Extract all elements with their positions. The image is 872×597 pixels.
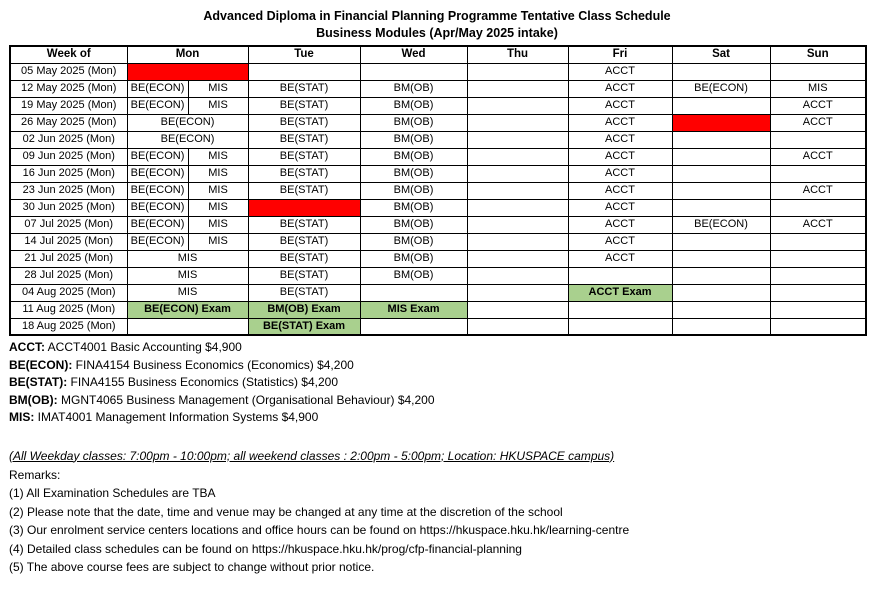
remark-item: (5) The above course fees are subject to change without prior notice. xyxy=(9,560,375,574)
schedule-cell xyxy=(467,114,568,131)
schedule-note: (All Weekday classes: 7:00pm - 10:00pm; all weekend classes : 2:00pm - 5:00pm; Location: HKUSPACE campus) xyxy=(9,448,615,463)
schedule-cell xyxy=(467,250,568,267)
course-legend xyxy=(9,339,865,427)
schedule-cell: BE(STAT) Exam xyxy=(248,318,360,335)
week-cell: 19 May 2025 (Mon) xyxy=(10,97,127,114)
week-cell: 30 Jun 2025 (Mon) xyxy=(10,199,127,216)
class-schedule-table xyxy=(9,45,867,336)
schedule-cell xyxy=(672,284,770,301)
schedule-cell: BE(STAT) xyxy=(248,131,360,148)
schedule-cell: BE(STAT) xyxy=(248,114,360,131)
schedule-cell xyxy=(568,301,672,318)
schedule-cell xyxy=(360,63,467,80)
schedule-cell: BE(ECON) xyxy=(127,97,188,114)
schedule-cell xyxy=(568,318,672,335)
schedule-cell: ACCT xyxy=(568,199,672,216)
table-row xyxy=(10,97,866,114)
schedule-cell xyxy=(770,63,866,80)
schedule-cell xyxy=(770,284,866,301)
table-row xyxy=(10,80,866,97)
schedule-cell xyxy=(127,318,248,335)
schedule-cell: ACCT xyxy=(568,148,672,165)
legend-item: MIS: IMAT4001 Management Information Systems $4,900 xyxy=(9,410,319,424)
schedule-cell xyxy=(672,267,770,284)
schedule-cell: BE(STAT) xyxy=(248,250,360,267)
schedule-cell xyxy=(770,250,866,267)
week-cell: 12 May 2025 (Mon) xyxy=(10,80,127,97)
schedule-cell: MIS xyxy=(127,267,248,284)
week-cell: 09 Jun 2025 (Mon) xyxy=(10,148,127,165)
schedule-cell: ACCT xyxy=(568,250,672,267)
schedule-cell: BE(ECON) xyxy=(672,80,770,97)
page-title xyxy=(9,8,865,42)
schedule-cell: BE(ECON) xyxy=(127,131,248,148)
table-row xyxy=(10,199,866,216)
column-header-wed: Wed xyxy=(360,46,467,63)
schedule-cell: BE(STAT) xyxy=(248,284,360,301)
schedule-cell xyxy=(127,63,248,80)
schedule-cell xyxy=(467,318,568,335)
week-cell: 07 Jul 2025 (Mon) xyxy=(10,216,127,233)
column-header-sat: Sat xyxy=(672,46,770,63)
week-cell: 02 Jun 2025 (Mon) xyxy=(10,131,127,148)
remark-item: (4) Detailed class schedules can be found on https://hkuspace.hku.hk/prog/cfp-financial-planning xyxy=(9,541,522,556)
table-row xyxy=(10,267,866,284)
schedule-cell xyxy=(467,63,568,80)
schedule-cell xyxy=(467,284,568,301)
remark-item: (2) Please note that the date, time and venue may be changed at any time at the discretion of the school xyxy=(9,504,563,519)
schedule-cell xyxy=(672,199,770,216)
schedule-cell xyxy=(770,301,866,318)
schedule-cell: ACCT Exam xyxy=(568,284,672,301)
schedule-header-row xyxy=(10,46,866,63)
schedule-cell: MIS xyxy=(188,233,248,250)
schedule-cell: BM(OB) xyxy=(360,165,467,182)
schedule-cell: ACCT xyxy=(568,97,672,114)
schedule-cell xyxy=(672,63,770,80)
week-cell: 05 May 2025 (Mon) xyxy=(10,63,127,80)
schedule-cell: BM(OB) xyxy=(360,216,467,233)
legend-code: BE(STAT): xyxy=(9,375,68,389)
remarks-list xyxy=(9,484,865,577)
schedule-cell: ACCT xyxy=(568,63,672,80)
table-row xyxy=(10,216,866,233)
schedule-cell xyxy=(770,267,866,284)
schedule-cell: ACCT xyxy=(568,131,672,148)
schedule-cell: BE(ECON) xyxy=(127,233,188,250)
schedule-cell: MIS xyxy=(188,216,248,233)
schedule-cell xyxy=(467,199,568,216)
schedule-cell xyxy=(770,165,866,182)
schedule-cell: BE(STAT) xyxy=(248,97,360,114)
schedule-cell: BE(ECON) xyxy=(127,114,248,131)
column-header-tue: Tue xyxy=(248,46,360,63)
schedule-cell: BE(STAT) xyxy=(248,216,360,233)
schedule-cell: ACCT xyxy=(568,233,672,250)
schedule-cell: MIS xyxy=(188,80,248,97)
schedule-cell xyxy=(672,318,770,335)
table-row xyxy=(10,318,866,335)
schedule-cell xyxy=(672,114,770,131)
schedule-cell xyxy=(672,301,770,318)
schedule-cell: MIS xyxy=(188,148,248,165)
schedule-cell xyxy=(672,165,770,182)
page-title-line2: Business Modules (Apr/May 2025 intake) xyxy=(316,26,558,40)
schedule-cell: BE(ECON) xyxy=(127,148,188,165)
schedule-cell: ACCT xyxy=(770,148,866,165)
schedule-cell: ACCT xyxy=(770,114,866,131)
schedule-cell: ACCT xyxy=(568,182,672,199)
schedule-cell xyxy=(568,267,672,284)
legend-code: BM(OB): xyxy=(9,392,58,407)
schedule-cell: MIS xyxy=(188,97,248,114)
schedule-cell: BE(STAT) xyxy=(248,267,360,284)
schedule-cell xyxy=(672,233,770,250)
schedule-cell xyxy=(672,182,770,199)
week-cell: 21 Jul 2025 (Mon) xyxy=(10,250,127,267)
schedule-cell: BE(STAT) xyxy=(248,148,360,165)
schedule-cell xyxy=(770,131,866,148)
schedule-cell: BM(OB) xyxy=(360,267,467,284)
schedule-cell xyxy=(248,199,360,216)
schedule-cell: ACCT xyxy=(568,80,672,97)
schedule-cell: BM(OB) xyxy=(360,131,467,148)
schedule-cell: BE(ECON) xyxy=(672,216,770,233)
schedule-cell xyxy=(672,250,770,267)
week-cell: 18 Aug 2025 (Mon) xyxy=(10,318,127,335)
schedule-cell: BM(OB) xyxy=(360,199,467,216)
page-title-line1: Advanced Diploma in Financial Planning Programme Tentative Class Schedule xyxy=(203,9,671,23)
schedule-cell: ACCT xyxy=(770,216,866,233)
table-row xyxy=(10,301,866,318)
schedule-cell: BE(STAT) xyxy=(248,182,360,199)
column-header-sun: Sun xyxy=(770,46,866,63)
table-row xyxy=(10,114,866,131)
schedule-cell xyxy=(672,148,770,165)
table-row xyxy=(10,233,866,250)
schedule-cell xyxy=(467,148,568,165)
schedule-cell: MIS xyxy=(770,80,866,97)
legend-item: BM(OB): MGNT4065 Business Management (Organisational Behaviour) $4,200 xyxy=(9,392,435,407)
table-row xyxy=(10,148,866,165)
schedule-cell: ACCT xyxy=(770,182,866,199)
schedule-cell: MIS xyxy=(188,165,248,182)
schedule-cell: MIS xyxy=(188,182,248,199)
schedule-cell: BE(ECON) Exam xyxy=(127,301,248,318)
week-cell: 26 May 2025 (Mon) xyxy=(10,114,127,131)
legend-item: ACCT: ACCT4001 Basic Accounting $4,900 xyxy=(9,340,242,354)
table-row xyxy=(10,250,866,267)
schedule-cell: BE(STAT) xyxy=(248,233,360,250)
remark-item: (1) All Examination Schedules are TBA xyxy=(9,486,216,500)
schedule-cell xyxy=(672,97,770,114)
column-header-mon: Mon xyxy=(127,46,248,63)
schedule-cell xyxy=(467,80,568,97)
schedule-cell xyxy=(360,318,467,335)
schedule-cell: MIS Exam xyxy=(360,301,467,318)
schedule-cell: BM(OB) xyxy=(360,182,467,199)
schedule-cell xyxy=(467,97,568,114)
schedule-cell: BM(OB) xyxy=(360,148,467,165)
schedule-cell: ACCT xyxy=(770,97,866,114)
schedule-cell: BM(OB) xyxy=(360,97,467,114)
week-cell: 16 Jun 2025 (Mon) xyxy=(10,165,127,182)
table-row xyxy=(10,63,866,80)
legend-code: ACCT: xyxy=(9,340,45,354)
schedule-cell: BE(ECON) xyxy=(127,199,188,216)
schedule-cell: ACCT xyxy=(568,165,672,182)
schedule-cell: BM(OB) Exam xyxy=(248,301,360,318)
schedule-table-body xyxy=(10,63,866,335)
column-header-thu: Thu xyxy=(467,46,568,63)
remarks-heading: Remarks: xyxy=(9,467,61,482)
schedule-cell xyxy=(770,233,866,250)
schedule-cell: BE(ECON) xyxy=(127,182,188,199)
week-cell: 04 Aug 2025 (Mon) xyxy=(10,284,127,301)
schedule-cell: BE(ECON) xyxy=(127,216,188,233)
schedule-cell: ACCT xyxy=(568,216,672,233)
column-header-week-of: Week of xyxy=(10,46,127,63)
schedule-cell xyxy=(467,165,568,182)
schedule-cell: BM(OB) xyxy=(360,80,467,97)
schedule-cell xyxy=(467,267,568,284)
schedule-cell: MIS xyxy=(188,199,248,216)
week-cell: 14 Jul 2025 (Mon) xyxy=(10,233,127,250)
schedule-cell xyxy=(467,131,568,148)
week-cell: 23 Jun 2025 (Mon) xyxy=(10,182,127,199)
schedule-cell xyxy=(770,318,866,335)
schedule-cell: BM(OB) xyxy=(360,250,467,267)
legend-code: BE(ECON): xyxy=(9,357,73,372)
legend-item: BE(ECON): FINA4154 Business Economics (Economics) $4,200 xyxy=(9,357,354,372)
schedule-cell: BE(STAT) xyxy=(248,80,360,97)
schedule-cell: BE(ECON) xyxy=(127,165,188,182)
schedule-cell: BE(STAT) xyxy=(248,165,360,182)
week-cell: 28 Jul 2025 (Mon) xyxy=(10,267,127,284)
remark-item: (3) Our enrolment service centers locations and office hours can be found on https://hkuspace.hku.hk/learning-centre xyxy=(9,523,630,537)
schedule-cell: BM(OB) xyxy=(360,114,467,131)
legend-code: MIS: xyxy=(9,410,35,424)
table-row xyxy=(10,182,866,199)
schedule-cell xyxy=(248,63,360,80)
schedule-cell xyxy=(467,301,568,318)
schedule-cell xyxy=(770,199,866,216)
schedule-cell: BE(ECON) xyxy=(127,80,188,97)
schedule-cell: MIS xyxy=(127,284,248,301)
week-cell: 11 Aug 2025 (Mon) xyxy=(10,301,127,318)
schedule-cell xyxy=(467,233,568,250)
schedule-cell: BM(OB) xyxy=(360,233,467,250)
legend-item: BE(STAT): FINA4155 Business Economics (Statistics) $4,200 xyxy=(9,375,339,389)
table-row xyxy=(10,284,866,301)
column-header-fri: Fri xyxy=(568,46,672,63)
schedule-cell xyxy=(467,216,568,233)
schedule-cell xyxy=(672,131,770,148)
table-row xyxy=(10,165,866,182)
schedule-cell: MIS xyxy=(127,250,248,267)
schedule-cell xyxy=(360,284,467,301)
schedule-cell: ACCT xyxy=(568,114,672,131)
schedule-cell xyxy=(467,182,568,199)
table-row xyxy=(10,131,866,148)
